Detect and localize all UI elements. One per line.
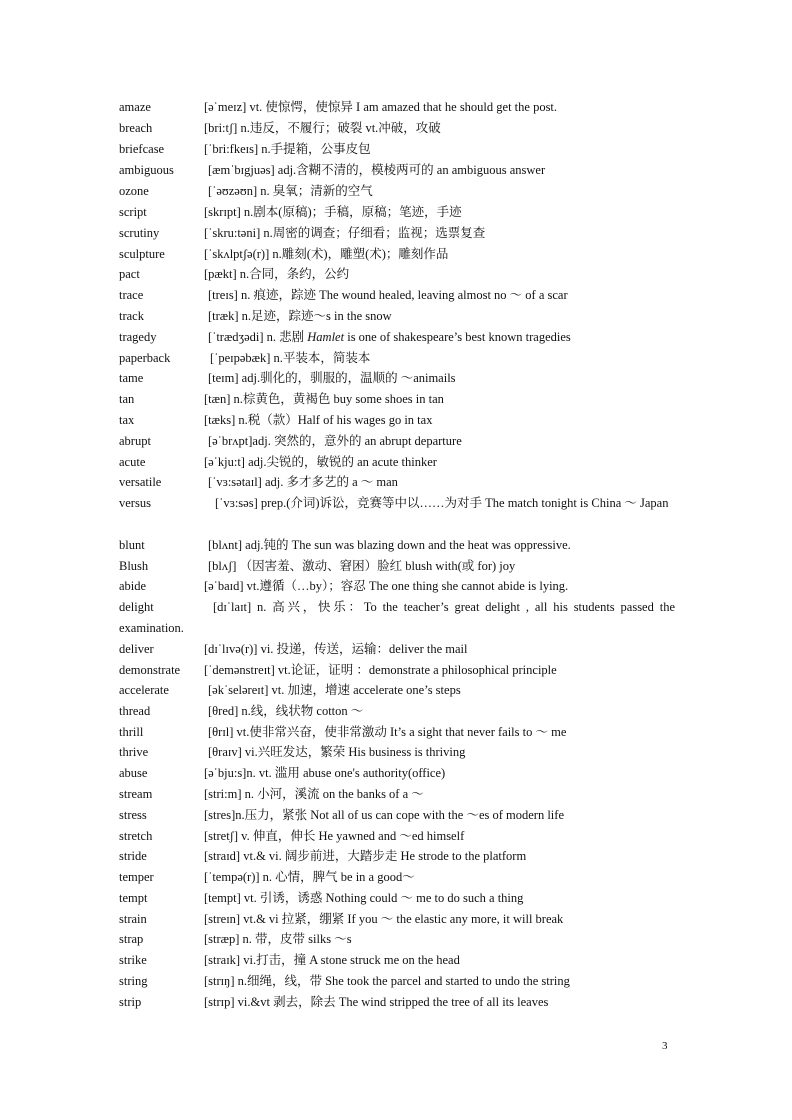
vocab-definition	[119, 493, 675, 514]
vocab-word: versus	[119, 496, 151, 510]
vocab-word: abrupt	[119, 434, 151, 448]
vocab-definition: [θraɪv] vi.兴旺发达，繁荣 His business is thriving	[208, 745, 466, 759]
vocab-word: string	[119, 974, 148, 988]
vocab-definition: [stri:m] n. 小河，溪流 on the banks of a ～	[204, 787, 424, 801]
vocab-word: trace	[119, 288, 144, 302]
vocab-word: pact	[119, 267, 140, 281]
vocab-word: strain	[119, 912, 147, 926]
vocab-word: thrive	[119, 745, 149, 759]
vocab-word: Blush	[119, 559, 149, 573]
vocab-definition: [pækt] n.合同，条约，公约	[204, 267, 350, 281]
vocab-definition: [blʌʃ] （因害羞、激动、窘困）脸红 blush with(或 for) joy	[208, 559, 516, 573]
vocab-definition: [strɪp] vi.&vt 剥去，除去 The wind stripped the tree of all its leaves	[204, 995, 549, 1009]
definition-text: [dɪˈlaɪt] n. 高兴，快乐：To the teacher’s great delight , all his students passed the examination.	[119, 600, 675, 635]
vocab-word: amaze	[119, 100, 151, 114]
vocab-definition: [θred] n.线，线状物 cotton ～	[208, 704, 364, 718]
vocab-definition: [skrɪpt] n.剧本(原稿)；手稿，原稿；笔迹，手迹	[204, 205, 462, 219]
vocab-word: abide	[119, 579, 147, 593]
vocab-definition	[208, 327, 571, 348]
vocab-definition: [ˈdemənstreɪt] vt.论证，证明 ：demonstrate a philosophical principle	[204, 663, 557, 677]
vocab-definition: [əˈbju:s]n. vt. 滥用 abuse one's authority(office)	[204, 766, 446, 780]
vocab-definition: [æmˈbɪgjuəs] adj.含糊不清的，模棱两可的 an ambiguous answer	[208, 163, 546, 177]
vocab-definition: [əˈbaɪd] vt.遵循（…by）；容忍 The one thing she cannot abide is lying.	[204, 579, 569, 593]
vocab-definition: [træk] n.足迹，踪迹～s in the snow	[208, 309, 392, 323]
vocab-word: accelerate	[119, 683, 169, 697]
vocab-word: paperback	[119, 351, 171, 365]
vocab-definition: [ˈbri:fkeɪs] n.手提箱，公事皮包	[204, 142, 371, 156]
vocab-definition: [ˈtempə(r)] n. 心情，脾气 be in a good～	[204, 870, 415, 884]
vocab-word: thread	[119, 704, 151, 718]
vocab-word: deliver	[119, 642, 154, 656]
vocab-definition: [əkˈseləreɪt] vt. 加速，增速 accelerate one’s steps	[208, 683, 461, 697]
italic-title: Hamlet	[307, 330, 345, 344]
vocab-word: tan	[119, 392, 135, 406]
vocab-definition: [straɪd] vt.& vi. 阔步前进，大踏步走 He strode to the platform	[204, 849, 527, 863]
vocab-definition: [dɪˈlɪvə(r)] vi. 投递，传送，运输：deliver the mail	[204, 642, 468, 656]
vocab-word: strike	[119, 953, 147, 967]
vocab-definition: [teɪm] adj.驯化的，驯服的，温顺的 ～animails	[208, 371, 456, 385]
vocab-definition: [tempt] vt. 引诱，诱惑 Nothing could ～ me to do such a thing	[204, 891, 524, 905]
definition-text: [ˈvɜ:səs] prep.(介词)诉讼，竞赛等中以……为对手 The match tonight is China ～ Japan	[215, 496, 669, 510]
vocab-word: ambiguous	[119, 163, 174, 177]
vocab-word: tax	[119, 413, 135, 427]
vocab-definition: [tæn] n.棕黄色，黄褐色 buy some shoes in tan	[204, 392, 444, 406]
definition-text: is one of shakespeare’s best known tragedies	[344, 330, 571, 344]
page-number: 3	[662, 1040, 668, 1052]
vocab-word: demonstrate	[119, 663, 181, 677]
vocab-definition: [ˈskʌlptʃə(r)] n.雕刻(术)，雕塑(术)；雕刻作品	[204, 247, 449, 261]
vocab-word: briefcase	[119, 142, 165, 156]
vocab-definition: [ˈvɜ:sətaɪl] adj. 多才多艺的 a ～ man	[208, 475, 398, 489]
vocab-word: scrutiny	[119, 226, 160, 240]
vocab-definition: [əˈkju:t] adj.尖锐的，敏锐的 an acute thinker	[204, 455, 437, 469]
vocab-word: delight	[119, 600, 154, 614]
vocab-word: versatile	[119, 475, 162, 489]
vocab-word: acute	[119, 455, 146, 469]
vocab-word: track	[119, 309, 144, 323]
vocab-definition: [ˈskru:təni] n.周密的调查；仔细看；监视；选票复查	[204, 226, 486, 240]
vocab-definition: [treɪs] n. 痕迹，踪迹 The wound healed, leaving almost no ～ of a scar	[208, 288, 568, 302]
vocab-word: stress	[119, 808, 147, 822]
vocab-definition: [bri:tʃ] n.违反，不履行；破裂 vt.冲破，攻破	[204, 121, 441, 135]
vocab-word: stream	[119, 787, 153, 801]
vocab-word: breach	[119, 121, 153, 135]
vocab-definition: [stræp] n. 带，皮带 silks ～s	[204, 932, 352, 946]
vocab-definition: [əˈmeɪz] vt. 使惊愕，使惊异 I am amazed that he should get the post.	[204, 100, 558, 114]
vocab-definition: [straɪk] vi.打击，撞 A stone struck me on the head	[204, 953, 460, 967]
vocab-word: stride	[119, 849, 147, 863]
vocab-word: thrill	[119, 725, 144, 739]
vocab-definition: [tæks] n.税（款）Half of his wages go in tax	[204, 413, 433, 427]
vocab-word: tragedy	[119, 330, 157, 344]
vocab-definition: [əˈbrʌpt]adj. 突然的，意外的 an abrupt departure	[208, 434, 462, 448]
vocab-word: tame	[119, 371, 144, 385]
vocab-definition: [strɪŋ] n.细绳，线，带 She took the parcel and started to undo the string	[204, 974, 570, 988]
vocab-word: temper	[119, 870, 154, 884]
vocab-definition: [streɪn] vt.& vi 拉紧，绷紧 If you ～ the elastic any more, it will break	[204, 912, 564, 926]
vocab-word: stretch	[119, 829, 153, 843]
vocab-definition: [ˈpeɪpəbæk] n.平装本，简装本	[210, 351, 371, 365]
vocab-definition	[119, 597, 675, 639]
vocab-word: tempt	[119, 891, 148, 905]
vocab-definition: [blʌnt] adj.钝的 The sun was blazing down and the heat was oppressive.	[208, 538, 571, 552]
vocab-definition: [stres]n.压力，紧张 Not all of us can cope with the ～es of modern life	[204, 808, 564, 822]
vocab-definition: [stretʃ] v. 伸直，伸长 He yawned and ～ed himself	[204, 829, 465, 843]
vocab-word: abuse	[119, 766, 148, 780]
vocab-word: script	[119, 205, 147, 219]
definition-text: [ˈtrædʒədi] n. 悲剧	[208, 330, 308, 344]
vocab-word: strap	[119, 932, 144, 946]
vocab-definition: [ˈəʊzəʊn] n. 臭氧；清新的空气	[208, 184, 373, 198]
vocab-word: sculpture	[119, 247, 165, 261]
vocab-word: strip	[119, 995, 142, 1009]
vocab-word: blunt	[119, 538, 145, 552]
vocab-definition: [θrɪl] vt.使非常兴奋，使非常激动 It’s a sight that never fails to ～ me	[208, 725, 567, 739]
vocab-word: ozone	[119, 184, 149, 198]
